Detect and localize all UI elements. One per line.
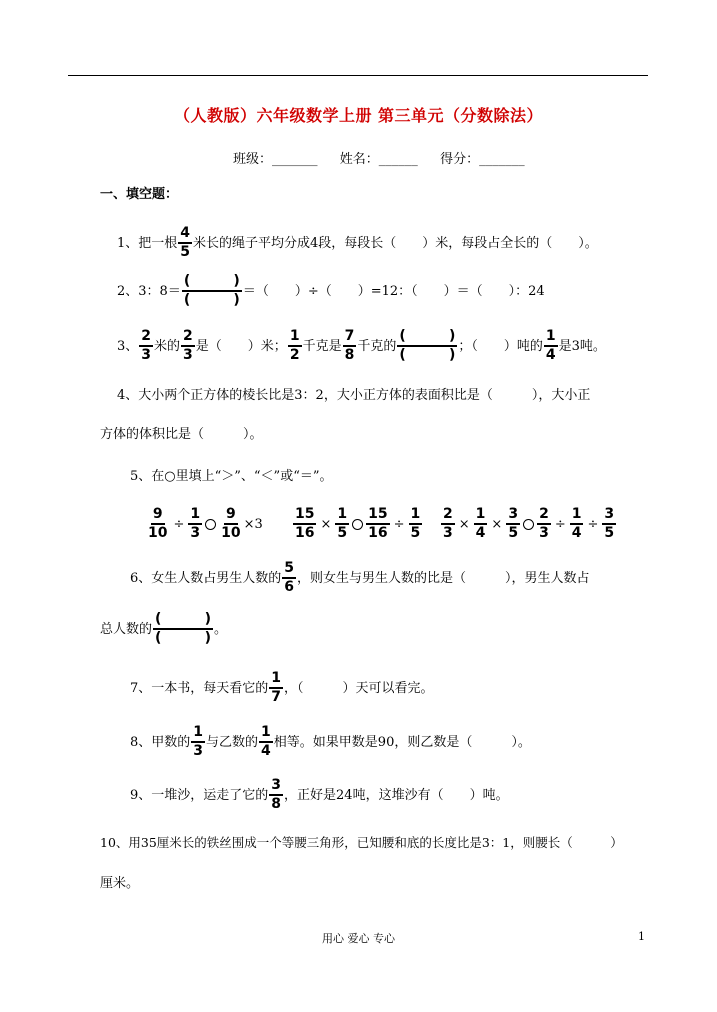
- compare-group-3: $\frac{2}{3}$ × $\frac{1}{4}$ × $\frac{3}{5}$ $\frac{2}{3}$ ÷ $\frac{1}{4}$ ÷ $\frac{3}{5}$: [443, 506, 615, 542]
- question-2: 2、3：8＝ ( ) ( ) ＝（ ）÷（ ）=12：（ ）＝（ ）：24: [117, 273, 545, 309]
- compare-circle: [523, 519, 534, 530]
- fraction: $\frac{1}{7}$: [271, 670, 282, 706]
- fraction: $\frac{1}{4}$: [475, 506, 486, 542]
- question-10-line-1: 10、用35厘米长的铁丝围成一个等腰三角形，已知腰和底的长度比是3：1，则腰长（ ）: [100, 835, 623, 850]
- fraction: $\frac{5}{6}$: [284, 560, 295, 596]
- fraction: $\frac{4}{5}$: [180, 225, 191, 261]
- fraction: $\frac{15}{16}$: [295, 506, 315, 542]
- question-1: 1、把一根 $\frac{4}{5}$ 米长的绳子平均分成4段，每段长（ ）米，每段占全长的（ ）。: [117, 225, 598, 261]
- fraction: $\frac{9}{10}$: [221, 506, 241, 542]
- question-8: 8、甲数的 $\frac{1}{3}$ 与乙数的 $\frac{1}{4}$ 相等。如果甲数是90，则乙数是（ ）。: [130, 724, 531, 760]
- fraction: $\frac{3}{5}$: [508, 506, 519, 542]
- question-9: 9、一堆沙，运走了它的 $\frac{3}{8}$ ，正好是24吨，这堆沙有（ ）吨。: [130, 777, 509, 813]
- question-6-line-2: 总人数的 ( ) ( ) 。: [100, 611, 228, 647]
- question-4-line-1: 4、大小两个正方体的棱长比是3：2，大小正方体的表面积比是（ ），大小正: [117, 388, 591, 403]
- fraction: $\frac{2}{3}$: [539, 506, 549, 542]
- fraction: $\frac{7}{8}$: [344, 328, 355, 364]
- student-info: [233, 153, 525, 166]
- question-3: 3、 $\frac{2}{3}$ 米的 $\frac{2}{3}$ 是（ ）米； $\frac{1}{2}$ 千克是 $\frac{7}{8}$ 千克的 ( ) ( ) ；（ ）吨的 $\frac{1}{4}$ 是3吨。: [117, 328, 606, 364]
- fraction: $\frac{2}{3}$: [141, 328, 152, 364]
- fraction: $\frac{3}{5}$: [604, 506, 615, 542]
- fraction: $\frac{2}{3}$: [183, 328, 193, 364]
- score-field: 得分：_______: [440, 152, 525, 167]
- fraction: $\frac{1}{2}$: [289, 328, 300, 364]
- question-4-line-2: 方体的体积比是（ ）。: [100, 427, 263, 442]
- fraction: $\frac{1}{5}$: [337, 506, 348, 542]
- fraction: $\frac{1}{5}$: [410, 506, 421, 542]
- page-footer: 用心 爱心 专心: [322, 932, 395, 945]
- name-field: 姓名：______: [339, 152, 418, 167]
- question-7: 7、一本书，每天看它的 $\frac{1}{7}$ ，（ ）天可以看完。: [130, 670, 434, 706]
- question-10-line-2: 厘米。: [100, 876, 140, 891]
- compare-group-1: $\frac{9}{10}$ ÷ $\frac{1}{3}$ $\frac{9}{10}$ ×3: [148, 506, 263, 542]
- fraction: $\frac{1}{3}$: [193, 724, 204, 760]
- question-6-line-1: 6、女生人数占男生人数的 $\frac{5}{6}$ ，则女生与男生人数的比是（ ），男生人数占: [130, 560, 590, 596]
- fraction: $\frac{2}{3}$: [443, 506, 453, 542]
- fraction: $\frac{15}{16}$: [368, 506, 388, 542]
- fraction: $\frac{1}{4}$: [571, 506, 582, 542]
- class-field: 班级：_______: [233, 152, 318, 167]
- fraction: $\frac{9}{10}$: [148, 506, 168, 542]
- fraction: $\frac{1}{4}$: [545, 328, 556, 364]
- fraction: $\frac{1}{4}$: [261, 724, 271, 760]
- blank-fraction: ( ) ( ): [155, 611, 212, 647]
- question-5: 5、在○里填上“＞”、“＜”或“＝”。: [130, 469, 333, 484]
- compare-circle: [352, 519, 363, 530]
- page-title: （人教版）六年级数学上册 第三单元（分数除法）: [173, 106, 544, 125]
- header-rule: [68, 75, 648, 76]
- fraction: $\frac{3}{8}$: [271, 777, 282, 813]
- blank-fraction: ( ) ( ): [183, 273, 240, 309]
- section-heading: 一、填空题：: [100, 187, 179, 202]
- compare-circle: [205, 519, 216, 530]
- page-number: 1: [638, 930, 645, 943]
- compare-group-2: $\frac{15}{16}$ × $\frac{1}{5}$ $\frac{15}{16}$ ÷ $\frac{1}{5}$: [295, 506, 421, 542]
- blank-fraction: ( ) ( ): [399, 328, 456, 364]
- fraction: $\frac{1}{3}$: [190, 506, 201, 542]
